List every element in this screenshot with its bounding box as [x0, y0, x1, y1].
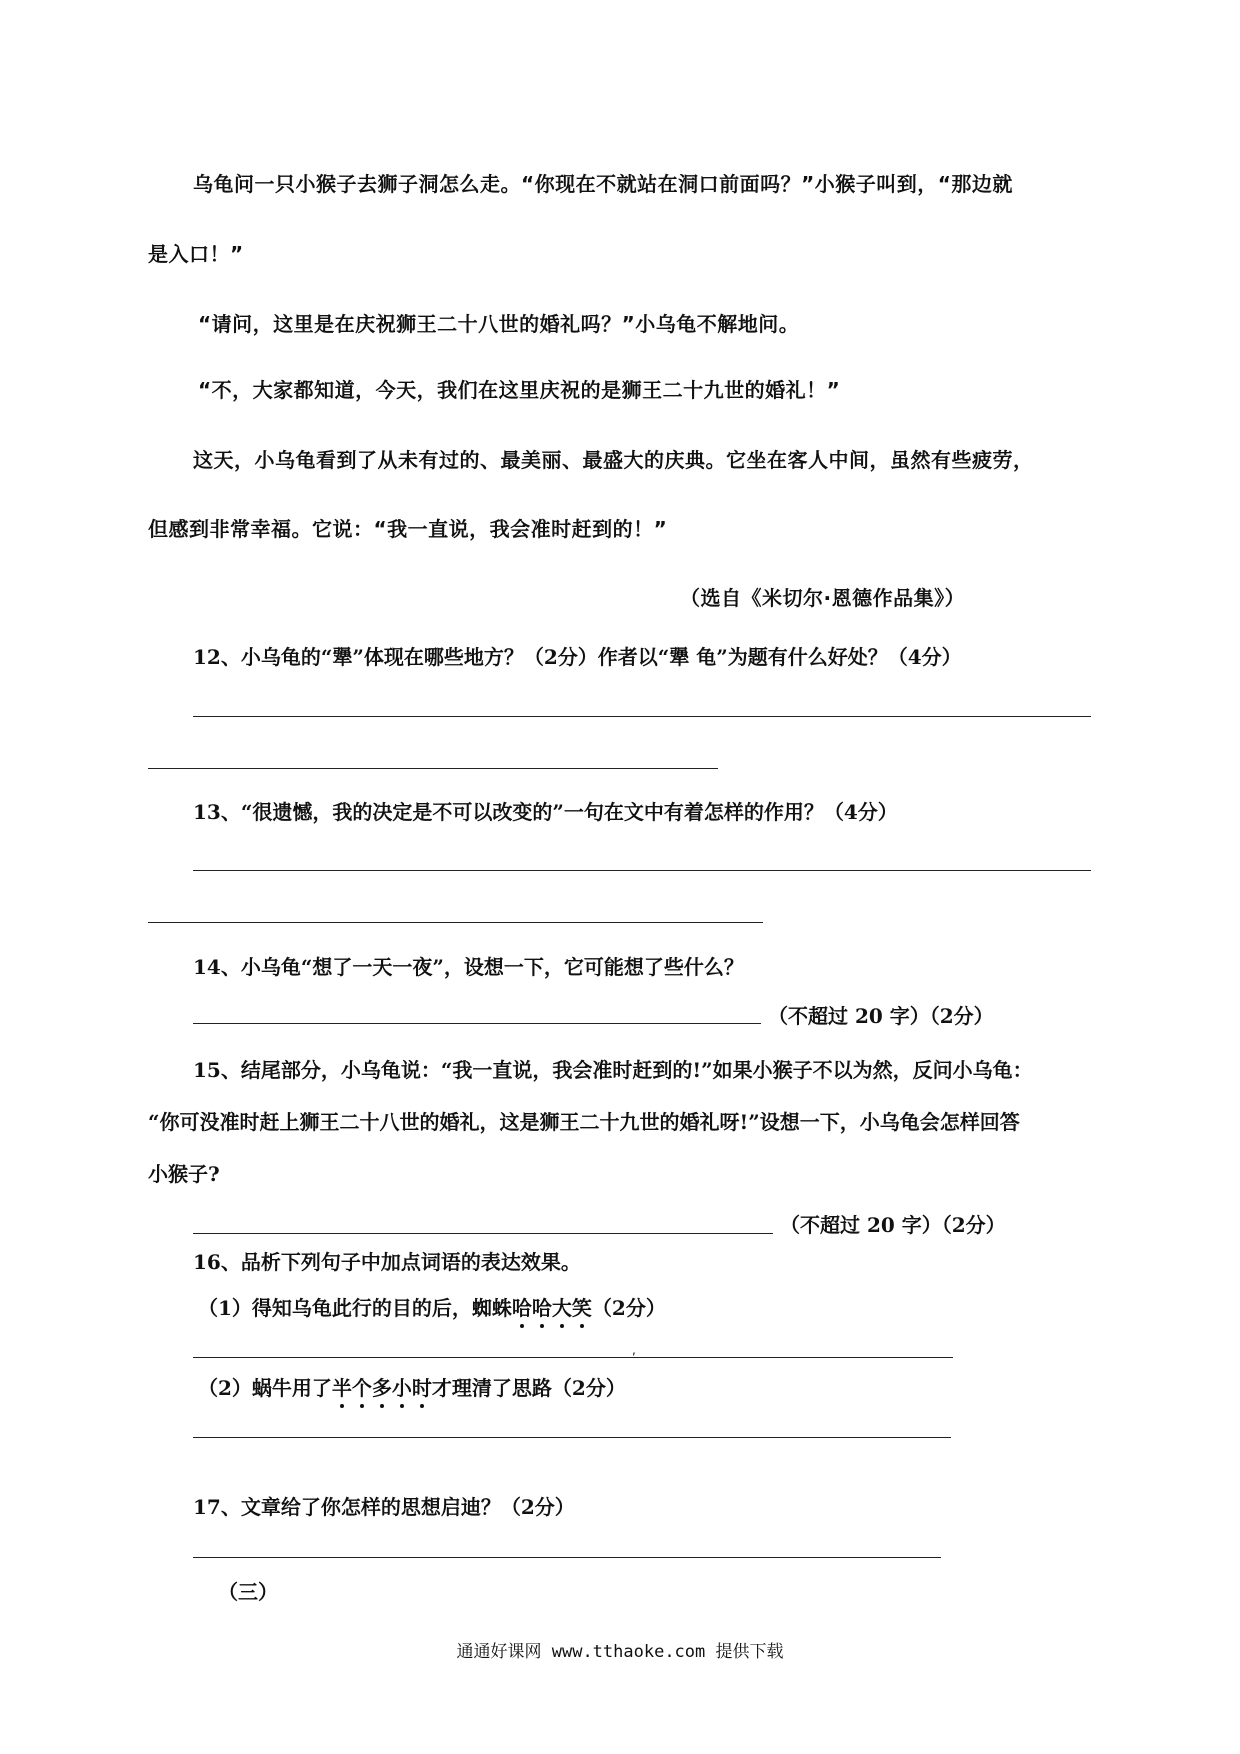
question-17: 17、文章给了你怎样的思想启迪？（2分） — [193, 1495, 575, 1519]
question-16-1 — [198, 1296, 666, 1320]
answer-line-13a[interactable] — [193, 870, 1091, 871]
footer-watermark: 通通好课网 www.tthaoke.com 提供下载 — [456, 1642, 784, 1662]
question-14-note: （不超过 20 字）（2分） — [768, 1004, 994, 1028]
dotted-char: 多 — [371, 1376, 392, 1400]
passage-line-2: 是入口！” — [148, 242, 244, 266]
dotted-char: 半 — [331, 1376, 352, 1400]
passage-line-1: 乌龟问一只小猴子去狮子洞怎么走。“你现在不就站在洞口前面吗？”小猴子叫到，“那边就 — [193, 172, 1013, 196]
dotted-char: 哈 — [511, 1296, 532, 1320]
passage-line-6: 但感到非常幸福。它说：“我一直说，我会准时赶到的！” — [148, 517, 668, 541]
question-16-2 — [198, 1376, 626, 1400]
question-16-2-pre: （2）蜗牛用了 — [198, 1376, 332, 1400]
answer-line-16-1[interactable] — [193, 1357, 953, 1358]
answer-line-15[interactable] — [193, 1233, 773, 1234]
answer-line-16-2[interactable] — [193, 1437, 951, 1438]
passage-line-5: 这天，小乌龟看到了从未有过的、最美丽、最盛大的庆典。它坐在客人中间，虽然有些疲劳， — [193, 448, 1034, 472]
source-citation: （选自《米切尔·恩德作品集》） — [680, 586, 966, 610]
question-13: 13、“很遗憾，我的决定是不可以改变的”一句在文中有着怎样的作用？（4分） — [193, 800, 898, 824]
answer-line-17[interactable] — [193, 1557, 941, 1558]
question-16-2-post: 才理清了思路（2分） — [431, 1376, 626, 1400]
passage-line-3: “请问，这里是在庆祝狮王二十八世的婚礼吗？”小乌龟不解地问。 — [198, 312, 800, 336]
dotted-char: 个 — [351, 1376, 372, 1400]
answer-line-13b[interactable] — [148, 922, 763, 923]
answer-line-12a[interactable] — [193, 716, 1091, 717]
dotted-char: 大 — [551, 1296, 572, 1320]
question-12: 12、小乌龟的“犟”体现在哪些地方？（2分）作者以“犟 龟”为题有什么好处？（4分） — [193, 645, 962, 669]
stray-mark: , — [632, 1343, 636, 1357]
question-15-line-1: 15、结尾部分，小乌龟说：“我一直说，我会准时赶到的!”如果小猴子不以为然，反问小乌龟： — [193, 1058, 1033, 1082]
dotted-char: 小 — [391, 1376, 412, 1400]
question-16: 16、品析下列句子中加点词语的表达效果。 — [193, 1250, 581, 1274]
question-15-line-2: “你可没准时赶上狮王二十八世的婚礼，这是狮王二十九世的婚礼呀!”设想一下，小乌龟会怎样回答 — [148, 1110, 1020, 1134]
dotted-char: 哈 — [531, 1296, 552, 1320]
question-16-1-post: （2分） — [591, 1296, 666, 1320]
question-15-line-3: 小猴子? — [148, 1162, 220, 1186]
passage-line-4: “不，大家都知道，今天，我们在这里庆祝的是狮王二十九世的婚礼！” — [198, 378, 841, 402]
dotted-char: 时 — [411, 1376, 432, 1400]
dotted-char: 笑 — [571, 1296, 592, 1320]
question-16-1-pre: （1）得知乌龟此行的目的后，蜘蛛 — [198, 1296, 512, 1320]
answer-line-14[interactable] — [193, 1023, 761, 1024]
section-heading: （三） — [218, 1580, 278, 1604]
question-15-note: （不超过 20 字）（2分） — [780, 1213, 1006, 1237]
answer-line-12b[interactable] — [148, 768, 718, 769]
question-14: 14、小乌龟“想了一天一夜”，设想一下，它可能想了些什么？ — [193, 955, 744, 979]
